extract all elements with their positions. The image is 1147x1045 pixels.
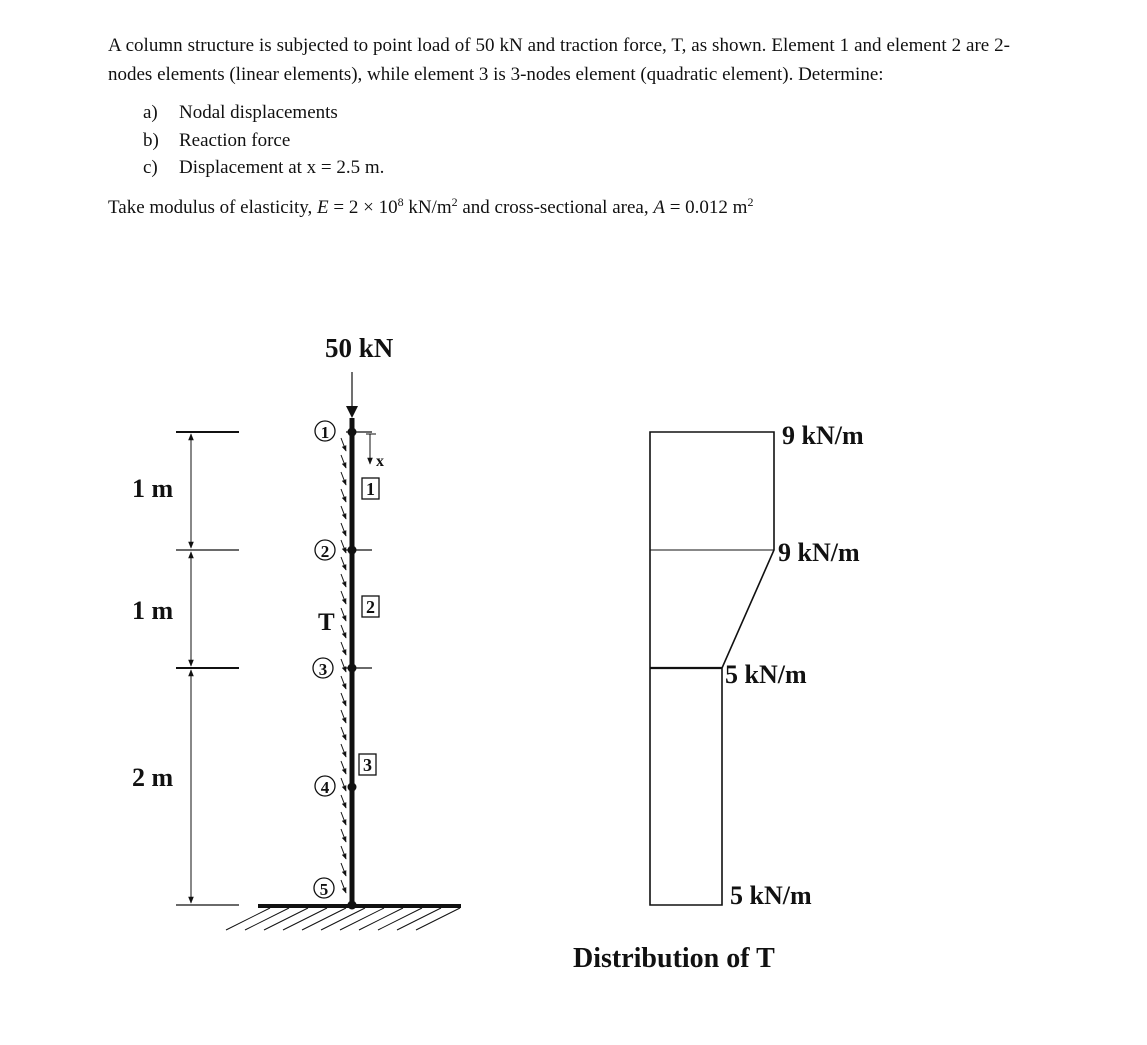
traction-label: T xyxy=(318,609,335,636)
distribution-value: 9 kN/m xyxy=(778,538,860,567)
node-number: 1 xyxy=(320,423,330,442)
dimension-label: 1 m xyxy=(132,474,174,503)
fixed-support xyxy=(226,906,461,930)
question-text: Reaction force xyxy=(179,129,291,151)
traction-arrow-icon xyxy=(341,540,346,553)
traction-arrow-icon xyxy=(341,812,346,825)
node-2 xyxy=(315,540,335,561)
traction-arrow-icon xyxy=(341,642,346,655)
traction-arrow-icon xyxy=(341,523,346,536)
question-text: Displacement at x = 2.5 m. xyxy=(179,157,385,178)
load-label: 50 kN xyxy=(325,333,394,363)
distribution-value: 9 kN/m xyxy=(782,421,864,450)
e-symbol: E xyxy=(317,196,329,218)
element-3 xyxy=(359,754,376,775)
traction-arrow-icon xyxy=(341,489,346,502)
node-dot xyxy=(348,428,357,437)
distribution-value: 5 kN/m xyxy=(725,660,807,689)
x-label: x xyxy=(376,453,384,470)
traction-arrow-icon xyxy=(341,846,346,859)
traction-arrows xyxy=(341,438,346,893)
traction-arrow-icon xyxy=(341,761,346,774)
question-letter: b) xyxy=(143,129,159,151)
problem-intro: A column structure is subjected to point load of 50 kN and traction force, T, as shown. Element 1 and element 2 are 2-nodes elements (linear elements), while element 3 is 3-nodes element (quadratic element). Determine: xyxy=(108,35,1010,85)
element-1 xyxy=(362,478,379,499)
a-exponent: 2 xyxy=(747,194,754,209)
e-unit-exponent: 2 xyxy=(451,194,458,209)
point-load xyxy=(325,333,394,418)
traction-arrow-icon xyxy=(341,455,346,468)
distribution-caption: Distribution of T xyxy=(573,943,775,974)
node-dot xyxy=(348,664,357,673)
x-axis-indicator xyxy=(366,434,384,470)
given-prefix: Take modulus of elasticity, xyxy=(108,196,318,218)
traction-arrow-icon xyxy=(341,472,346,485)
node-labels xyxy=(313,421,335,899)
distribution-value: 5 kN/m xyxy=(730,881,812,910)
traction-arrow-icon xyxy=(341,744,346,757)
traction-arrow-icon xyxy=(341,625,346,638)
question-letter: c) xyxy=(143,157,158,178)
traction-arrow-icon xyxy=(341,591,346,604)
traction-arrow-icon xyxy=(341,727,346,740)
a-symbol: A xyxy=(653,196,665,218)
ground-hatch xyxy=(226,908,460,930)
node-3 xyxy=(313,658,333,679)
question-letter: a) xyxy=(143,102,158,123)
node-number: 5 xyxy=(319,880,329,899)
node-4 xyxy=(315,776,335,797)
element-number: 2 xyxy=(366,597,375,617)
node-number: 4 xyxy=(320,778,330,797)
element-labels xyxy=(359,478,379,775)
element-2 xyxy=(362,596,379,617)
node-dot xyxy=(348,783,357,792)
e-value: = 2 × 10 xyxy=(328,196,398,218)
e-unit: kN/m xyxy=(403,196,452,218)
dimension-label: 1 m xyxy=(132,596,174,625)
traction-distribution xyxy=(573,421,864,974)
traction-arrow-icon xyxy=(341,557,346,570)
traction-arrow-icon xyxy=(341,438,346,451)
node-1 xyxy=(315,421,335,442)
node-5 xyxy=(314,878,334,899)
traction-arrow-icon xyxy=(341,506,346,519)
dimension-lines xyxy=(132,432,239,905)
traction-arrow-icon xyxy=(341,608,346,621)
node-dot xyxy=(348,901,357,910)
traction-arrow-icon xyxy=(341,795,346,808)
node-number: 2 xyxy=(320,542,330,561)
traction-arrow-icon xyxy=(341,676,346,689)
question-text: Nodal displacements xyxy=(179,102,338,123)
load-arrow-icon xyxy=(346,406,358,418)
traction-arrow-icon xyxy=(341,880,346,893)
traction-arrow-icon xyxy=(341,659,346,672)
node-dot xyxy=(348,546,357,555)
traction-arrow-icon xyxy=(341,710,346,723)
node-number: 3 xyxy=(318,660,328,679)
traction-arrow-icon xyxy=(341,778,346,791)
traction-arrow-icon xyxy=(341,863,346,876)
element-number: 1 xyxy=(366,479,375,499)
element-number: 3 xyxy=(363,755,372,775)
traction-arrow-icon xyxy=(341,829,346,842)
traction-arrow-icon xyxy=(341,693,346,706)
given-middle: and cross-sectional area, xyxy=(457,196,654,218)
e-exponent: 8 xyxy=(397,194,404,209)
dimension-label: 2 m xyxy=(132,763,174,792)
a-value: = 0.012 m xyxy=(664,196,748,218)
traction-arrow-icon xyxy=(341,574,346,587)
